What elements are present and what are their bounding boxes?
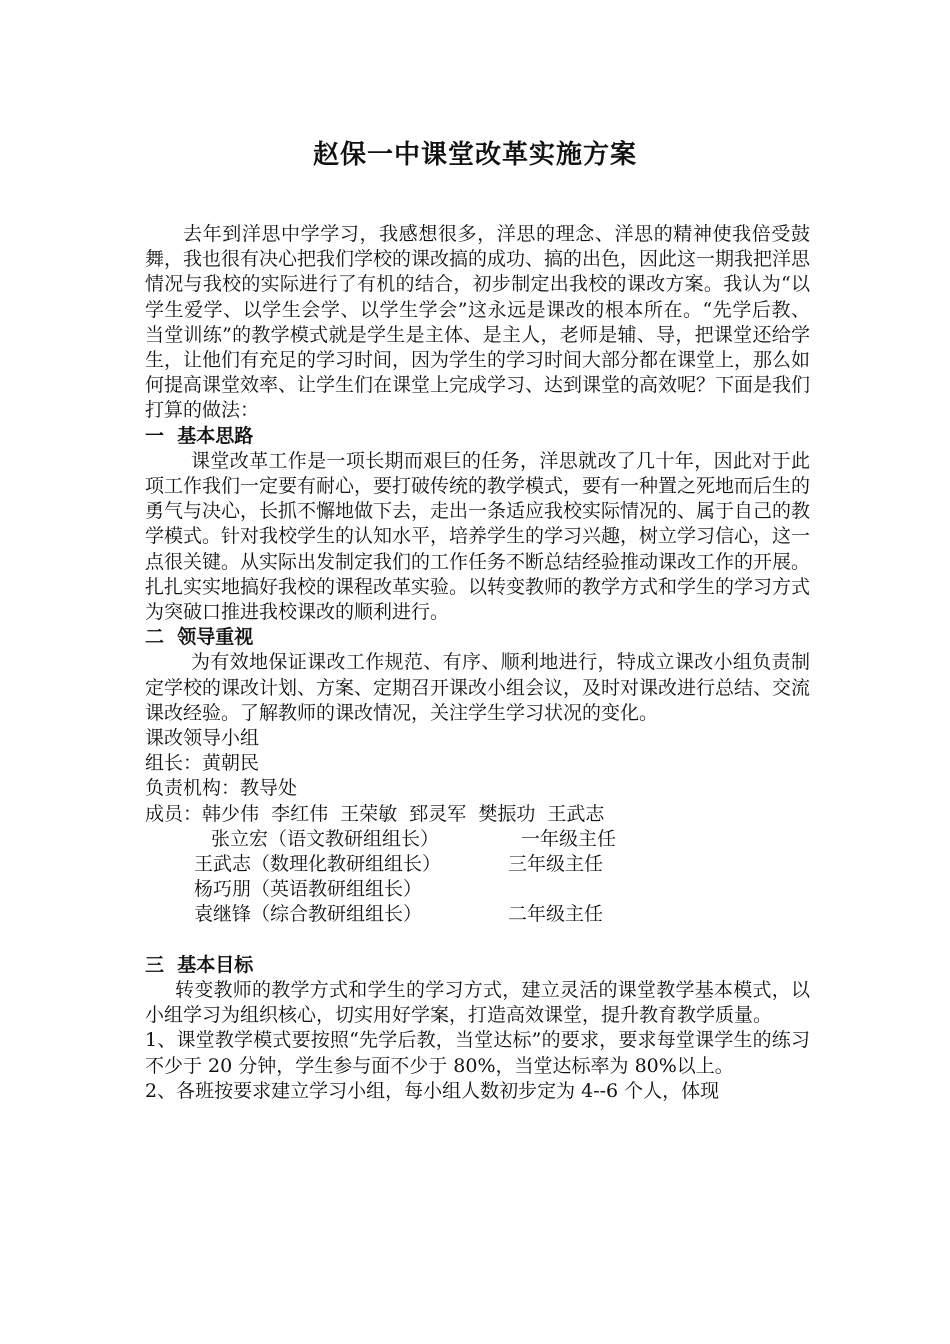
section-2-heading: 二 领导重视 — [145, 626, 254, 649]
role-name: 张立宏（语文教研组组长） — [211, 827, 440, 850]
section-1-paragraph: 课堂改革工作是一项长期而艰巨的任务，洋思就改了几十年，因此对于此项工作我们一定要有耐心，要打破传统的教学模式，要有一种置之死地而后生的勇气与决心，长抓不懈地做下去，走出一条适应我校实际情况的、属于自己的教学模式。针对我校学生的认知水平，培养学生的学习兴趣，树立学习信心，这一点很关键。从实际出发制定我们的工作任务不断总结经验推动课改工作的开展。扎扎实实地搞好我校的课程改革实验。以转变教师的教学方式和学生的学习方式为突破口推进我校课改的顺利进行。 — [145, 449, 811, 624]
document-title: 赵保一中课堂改革实施方案 — [312, 140, 637, 170]
document-body — [145, 222, 810, 1104]
list-item: 2、各班按要求建立学习小组，每小组人数初步定为 4--6 个人，体现 — [145, 1079, 720, 1102]
role-row — [145, 902, 810, 927]
role-name: 杨巧朋（英语教研组组长） — [194, 878, 423, 901]
role-row — [145, 827, 810, 852]
role-duty: 三年级主任 — [508, 853, 604, 876]
section-1-heading: 一 基本思路 — [145, 424, 254, 447]
section-3-paragraph: 转变教师的教学方式和学生的学习方式，建立灵活的课堂教学基本模式，以小组学习为组织核心，切实用好学案，打造高效课堂，提升教育教学质量。 — [145, 978, 810, 1027]
role-row — [145, 877, 810, 902]
section-2-paragraph: 为有效地保证课改工作规范、有序、顺利地进行，特成立课改小组负责制定学校的课改计划、方案、定期召开课改小组会议，及时对课改进行总结、交流课改经验。了解教师的课改情况，关注学生学习状况的变化。 — [145, 651, 811, 724]
role-duty: 二年级主任 — [508, 903, 604, 926]
role-name: 袁继锋（综合教研组组长） — [194, 903, 423, 926]
role-row — [145, 852, 810, 877]
role-name: 王武志（数理化教研组组长） — [194, 853, 442, 876]
responsible-office: 负责机构：教导处 — [145, 777, 298, 800]
blank-line — [145, 928, 810, 953]
group-leader: 组长：黄朝民 — [145, 752, 260, 775]
group-members: 成员：韩少伟 李红伟 王荣敏 郅灵军 樊振功 王武志 — [145, 802, 605, 825]
list-item: 1、课堂教学模式要按照“先学后教，当堂达标”的要求，要求每堂课学生的练习不少于 20 分钟，学生参与面不少于 80%，当堂达标率为 80%以上。 — [145, 1029, 810, 1077]
role-duty: 一年级主任 — [521, 827, 617, 850]
intro-paragraph: 去年到洋思中学学习，我感想很多，洋思的理念、洋思的精神使我倍受鼓舞，我也很有决心把我们学校的课改搞的成功、搞的出色，因此这一期我把洋思情况与我校的实际进行了有机的结合，初步制定出我校的课改方案。我认为“以学生爱学、以学生会学、以学生学会”这永远是课改的根本所在。“先学后教、当堂训练”的教学模式就是学生是主体、是主人，老师是辅、导，把课堂还给学生，让他们有充足的学习时间，因为学生的学习时间大部分都在课堂上，那么如何提高课堂效率、让学生们在课堂上完成学习、达到课堂的高效呢？下面是我们打算的做法： — [145, 223, 811, 422]
group-label: 课改领导小组 — [145, 727, 260, 750]
section-3-heading: 三 基本目标 — [145, 953, 254, 976]
